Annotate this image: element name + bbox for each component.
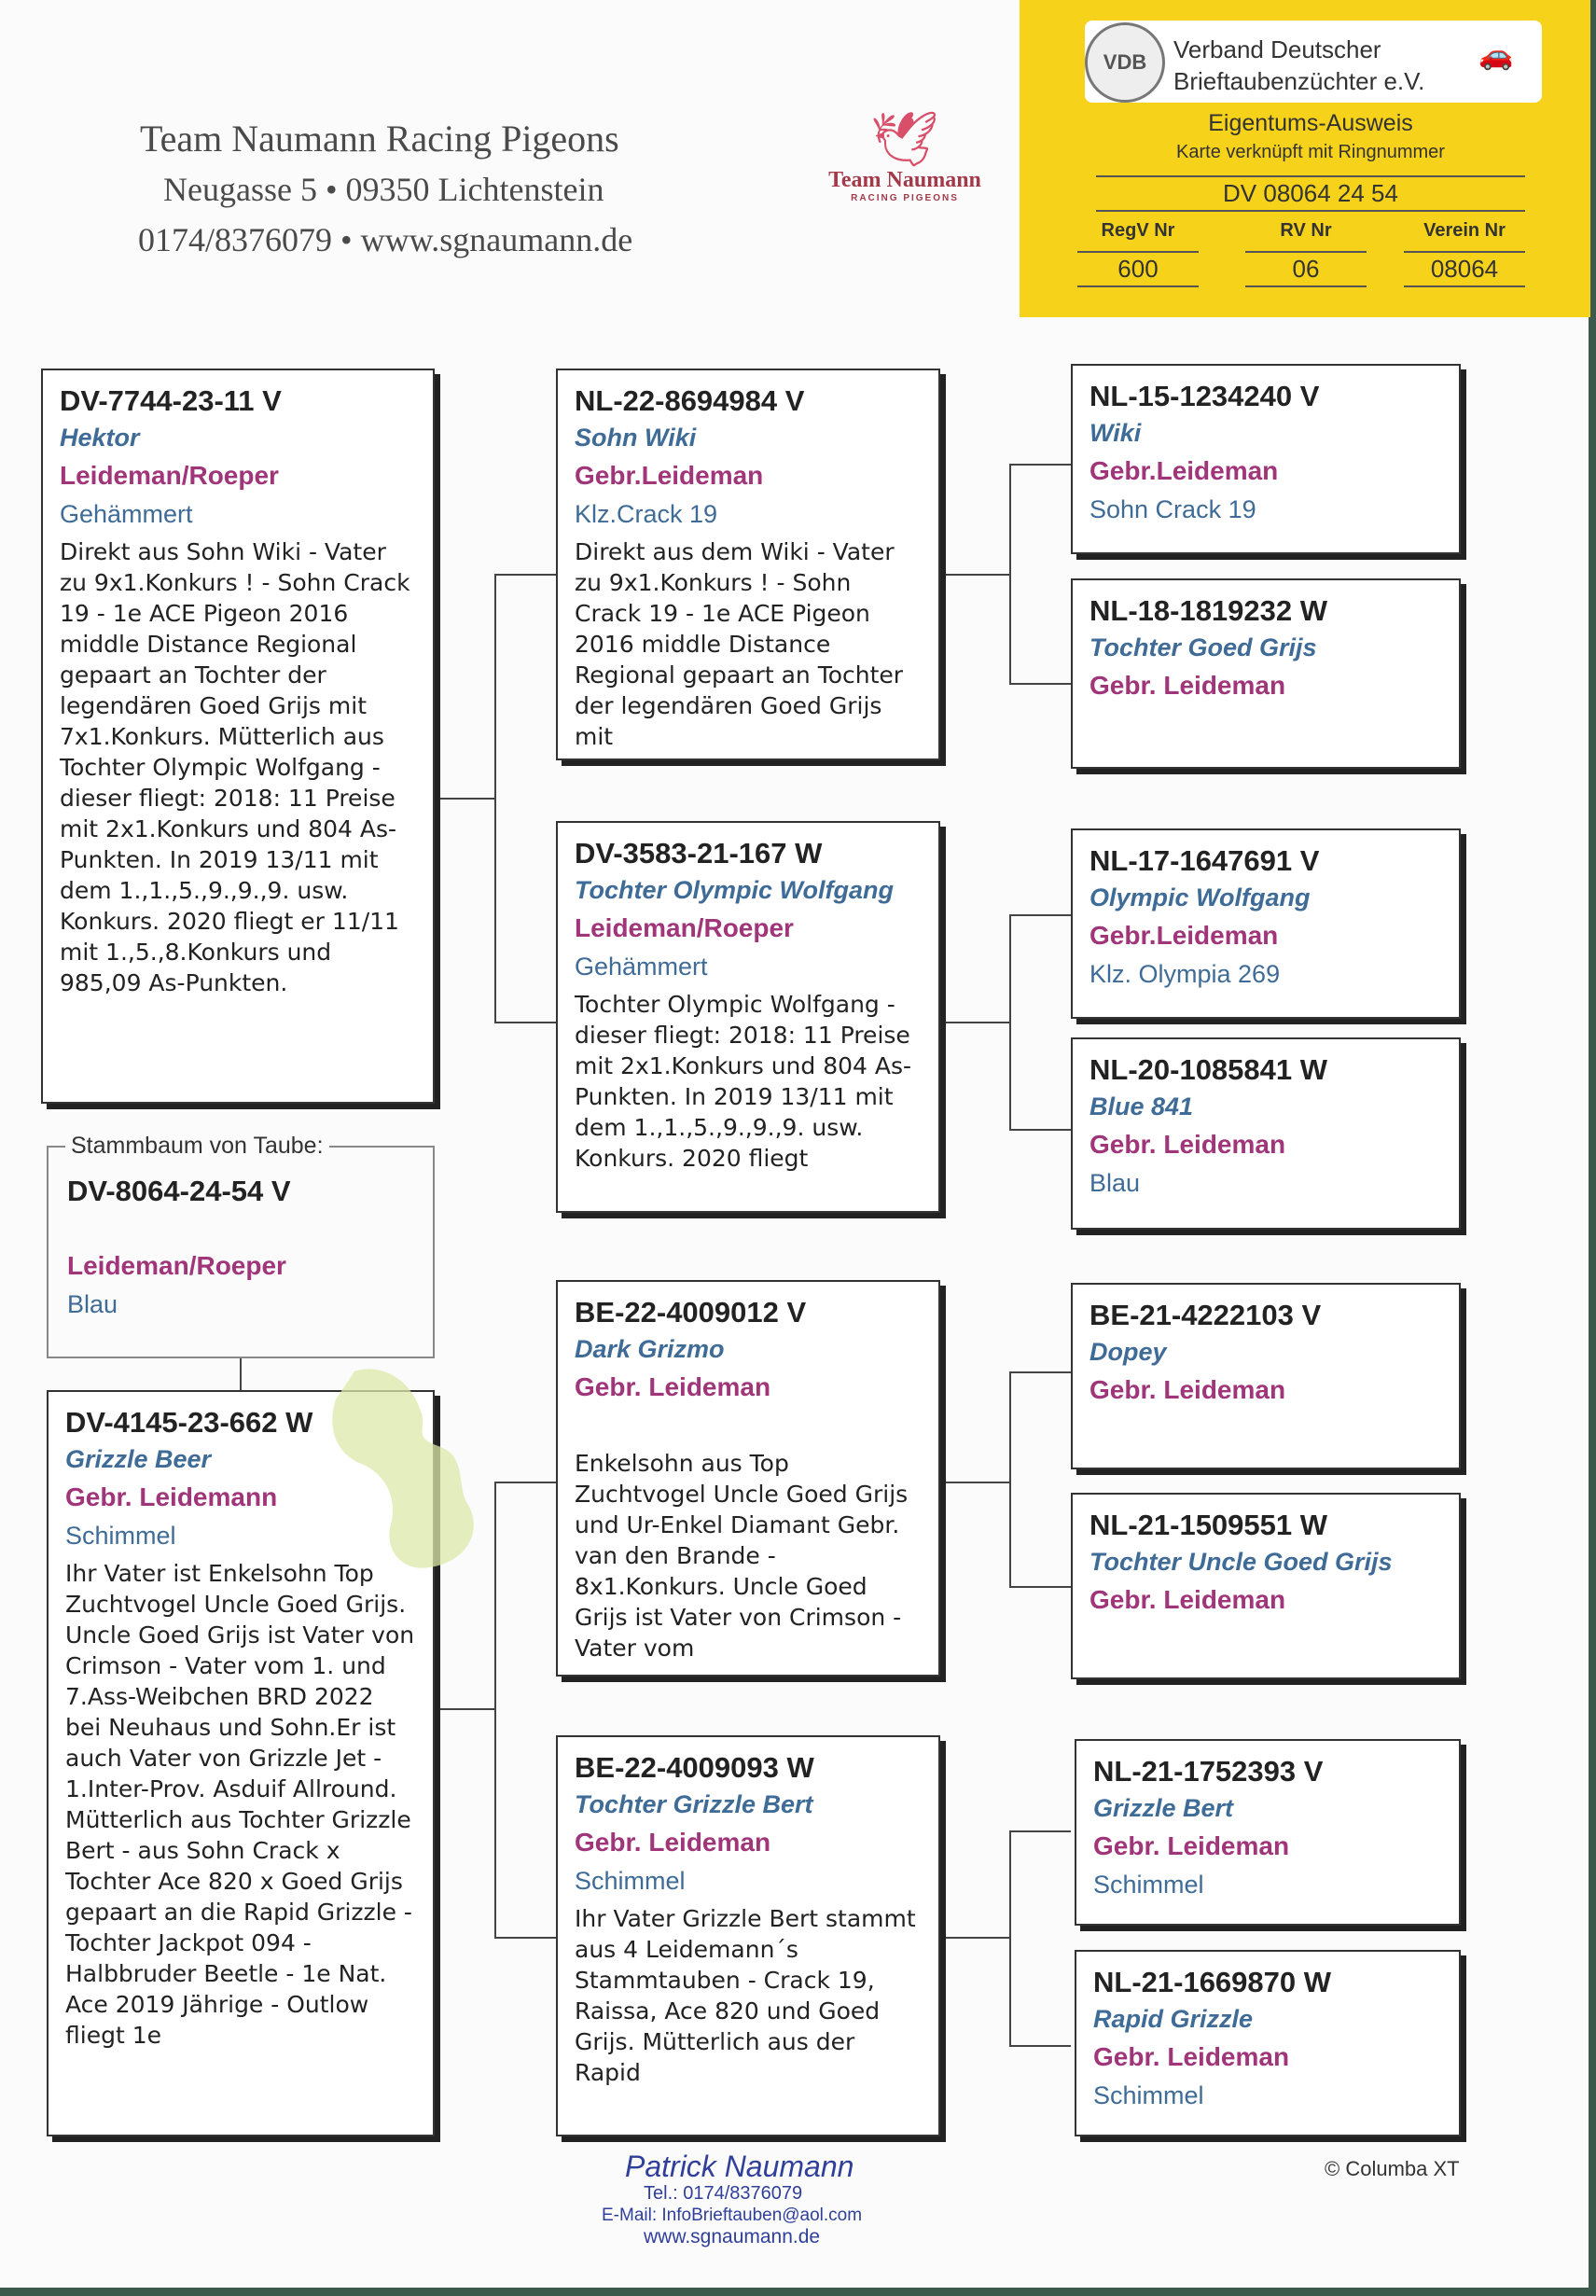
connector-line [494, 1022, 556, 1023]
connector-line [494, 1482, 496, 1937]
mother-description: Ihr Vater ist Enkelsohn Top Zuchtvogel Uncle Goed Grijs. Uncle Goed Grijs ist Vater von Crimson - Vater vom 1. und 7.Ass-Weibchen BRD 2022 bei Neuhaus und Sohn.Er ist auch Vater von Grizzle Jet - 1.Inter-Prov. Asduif Allround. Mütterlich aus Tochter Grizzle Bert - aus Sohn Crack x Tochter Ace 820 x Goed Grijs gepaart an die Rapid Grizzle - Tochter Jackpot 094 - Halbbruder Beetle - 1e Nat. Ace 2019 Jährige - Outlow fliegt 1e [65, 1560, 415, 2049]
copyright: © Columba XT [1325, 2157, 1460, 2180]
father-card[interactable] [41, 369, 435, 1104]
fm-ring: DV-3583-21-167 W [575, 837, 823, 870]
fff-name: Wiki [1089, 419, 1142, 447]
fmf-breeder: Gebr.Leideman [1089, 921, 1279, 950]
connector-line [1009, 1129, 1071, 1131]
fmm-color: Blau [1089, 1169, 1141, 1197]
fmm-card[interactable] [1071, 1037, 1461, 1230]
ff-breeder: Gebr.Leideman [575, 461, 764, 490]
connector-line [940, 1482, 1009, 1483]
connector-line [494, 1482, 556, 1483]
team-logo [812, 109, 998, 233]
mfm-name: Tochter Uncle Goed Grijs [1089, 1548, 1393, 1576]
mother-ring: DV-4145-23-662 W [65, 1406, 313, 1439]
mf-breeder: Gebr. Leideman [575, 1372, 771, 1401]
connector-line [494, 574, 496, 1022]
mmf-breeder: Gebr. Leideman [1093, 1831, 1290, 1860]
regv-label: RegV Nr [1101, 220, 1175, 241]
car-icon: 🚗 [1478, 40, 1514, 71]
fmf-card[interactable] [1071, 828, 1461, 1019]
connector-line [1009, 1371, 1071, 1373]
ffm-ring: NL-18-1819232 W [1089, 594, 1328, 627]
subject-pigeon-box[interactable] [47, 1146, 435, 1358]
connector-line [435, 1708, 494, 1710]
fm-card[interactable] [556, 821, 940, 1213]
card-rv [1245, 220, 1367, 287]
mmf-ring: NL-21-1752393 V [1093, 1755, 1324, 1788]
signature-email: E-Mail: InfoBrieftauben@aol.com [602, 2206, 863, 2225]
mf-description: Enkelsohn aus Top Zuchtvogel Uncle Goed Grijs und Ur-Enkel Diamant Gebr. van den Brande - 8x1.Konkurs. Uncle Goed Grijs ist Vater von Crimson - Vater vom [575, 1450, 909, 1662]
card-verein [1404, 220, 1525, 287]
connector-line [1009, 2045, 1071, 2047]
fff-color: Sohn Crack 19 [1089, 495, 1256, 523]
regv-value: 600 [1077, 251, 1199, 287]
mm-ring: BE-22-4009093 W [575, 1751, 814, 1784]
fmm-name: Blue 841 [1089, 1092, 1194, 1120]
fmf-color: Klz. Olympia 269 [1089, 960, 1281, 988]
ffm-card[interactable] [1071, 578, 1461, 769]
connector-line [435, 798, 494, 800]
connector-line [1009, 1830, 1011, 2045]
card-title: Eigentums-Ausweis [1208, 110, 1413, 136]
breeder-address: Neugasse 5 • 09350 Lichtenstein [163, 171, 604, 208]
mm-card[interactable] [556, 1735, 940, 2136]
mm-description: Ihr Vater Grizzle Bert stammt aus 4 Leidemann´s Stammtauben - Crack 19, Raissa, Ace 820 und Goed Grijs. Mütterlich aus der Rapid [575, 1905, 916, 2086]
card-org-line1: Verband Deutscher [1173, 35, 1381, 63]
fff-ring: NL-15-1234240 V [1089, 380, 1320, 412]
connector-line [1009, 1830, 1071, 1832]
mmf-color: Schimmel [1093, 1871, 1204, 1899]
card-subtitle: Karte verknüpft mit Ringnummer [1176, 142, 1445, 162]
fmf-name: Olympic Wolfgang [1089, 884, 1311, 911]
mm-color: Schimmel [575, 1867, 686, 1895]
mother-breeder: Gebr. Leidemann [65, 1482, 278, 1511]
subject-breeder: Leideman/Roeper [67, 1251, 286, 1280]
signature-web: www.sgnaumann.de [644, 2226, 821, 2247]
ff-ring: NL-22-8694984 V [575, 384, 805, 417]
fff-breeder: Gebr.Leideman [1089, 456, 1279, 485]
connector-line [1009, 1371, 1011, 1586]
signature-tel: Tel.: 0174/8376079 [644, 2183, 803, 2204]
subject-color: Blau [67, 1290, 118, 1318]
fm-color: Gehämmert [575, 953, 708, 981]
mother-name: Grizzle Beer [65, 1445, 212, 1473]
mff-ring: BE-21-4222103 V [1089, 1299, 1322, 1331]
connector-line [940, 1022, 1009, 1023]
rv-value: 06 [1245, 251, 1367, 287]
mmm-card[interactable] [1075, 1950, 1461, 2136]
fm-breeder: Leideman/Roeper [575, 913, 794, 942]
mm-breeder: Gebr. Leideman [575, 1828, 771, 1857]
connector-line [494, 1937, 556, 1939]
fff-card[interactable] [1071, 364, 1461, 554]
ff-description: Direkt aus dem Wiki - Vater zu 9x1.Konkurs ! - Sohn Crack 19 - 1e ACE Pigeon 2016 middle Distance Regional gepaart an Tochter der legendären Goed Grijs mit [575, 538, 904, 750]
connector-line [940, 1937, 1009, 1939]
fm-name: Tochter Olympic Wolfgang [575, 876, 895, 904]
connector-line [940, 574, 1009, 576]
card-ring-number: DV 08064 24 54 [1096, 175, 1525, 212]
logo-line1: Team Naumann [828, 168, 981, 192]
fmm-breeder: Gebr. Leideman [1089, 1130, 1286, 1159]
subject-ring: DV-8064-24-54 V [67, 1175, 291, 1207]
mff-name: Dopey [1089, 1338, 1167, 1366]
signature-name: Patrick Naumann [625, 2150, 854, 2183]
ffm-breeder: Gebr. Leideman [1089, 671, 1286, 700]
breeder-name: Team Naumann Racing Pigeons [140, 118, 619, 160]
ff-color: Klz.Crack 19 [575, 500, 718, 528]
mf-card[interactable] [556, 1280, 940, 1677]
connector-line [494, 574, 556, 576]
fmm-ring: NL-20-1085841 W [1089, 1053, 1328, 1086]
mmm-name: Rapid Grizzle [1093, 2005, 1254, 2033]
logo-line2: RACING PIGEONS [851, 193, 959, 203]
mfm-breeder: Gebr. Leideman [1089, 1585, 1286, 1614]
connector-line [1009, 1586, 1071, 1588]
rv-label: RV Nr [1280, 220, 1332, 241]
mmm-color: Schimmel [1093, 2081, 1204, 2109]
mmm-ring: NL-21-1669870 W [1093, 1966, 1332, 1998]
connector-line [1009, 914, 1071, 916]
mf-ring: BE-22-4009012 V [575, 1296, 807, 1329]
mmf-name: Grizzle Bert [1093, 1794, 1234, 1822]
association-seal-icon: VDB [1085, 22, 1165, 103]
breeder-contact: 0174/8376079 • www.sgnaumann.de [138, 221, 633, 258]
card-regv [1077, 220, 1199, 287]
card-org-line2: Brieftaubenzüchter e.V. [1173, 67, 1425, 95]
verein-label: Verein Nr [1423, 220, 1506, 241]
ff-card[interactable] [556, 369, 940, 760]
dove-icon: 🕊 [870, 109, 939, 170]
connector-line [1009, 914, 1011, 1129]
stain-mark [326, 1362, 494, 1577]
connector-line [240, 1358, 242, 1390]
father-color: Gehämmert [60, 500, 193, 528]
mf-name: Dark Grizmo [575, 1335, 725, 1363]
connector-line [1009, 464, 1011, 683]
mmf-card[interactable] [1075, 1739, 1461, 1926]
connector-line [1009, 464, 1071, 466]
mm-name: Tochter Grizzle Bert [575, 1790, 813, 1818]
verein-value: 08064 [1404, 251, 1525, 287]
father-description: Direkt aus Sohn Wiki - Vater zu 9x1.Konkurs ! - Sohn Crack 19 - 1e ACE Pigeon 2016 middle Distance Regional gepaart an Tochter der legendären Goed Grijs mit 7x1.Konkurs. Mütterlich aus Tochter Olympic Wolfgang - dieser fliegt: 2018: 11 Preise mit 2x1.Konkurs und 804 As-Punkten. In 2019 13/11 mit dem 1.,1.,5.,9.,9.,9. usw. Konkurs. 2020 fliegt er 11/11 mit 1.,5.,8.Konkurs und 985,09 As-Punkten. [60, 538, 410, 996]
fm-description: Tochter Olympic Wolfgang - dieser fliegt: 2018: 11 Preise mit 2x1.Konkurs und 804 As-Punkten. In 2019 13/11 mit dem 1.,1.,5.,9.,9.,9. usw. Konkurs. 2020 fliegt [575, 991, 912, 1172]
fmf-ring: NL-17-1647691 V [1089, 844, 1320, 877]
mother-color: Schimmel [65, 1522, 176, 1550]
ffm-name: Tochter Goed Grijs [1089, 633, 1317, 661]
mff-breeder: Gebr. Leideman [1089, 1375, 1286, 1404]
connector-line [1009, 683, 1071, 685]
mfm-ring: NL-21-1509551 W [1089, 1509, 1328, 1541]
mff-card[interactable] [1071, 1283, 1461, 1469]
pedigree-label: Stammbaum von Taube: [65, 1133, 329, 1160]
father-name: Hektor [60, 424, 140, 452]
ff-name: Sohn Wiki [575, 424, 697, 452]
father-breeder: Leideman/Roeper [60, 461, 279, 490]
mfm-card[interactable] [1071, 1493, 1461, 1679]
mmm-breeder: Gebr. Leideman [1093, 2042, 1290, 2071]
father-ring: DV-7744-23-11 V [60, 384, 282, 417]
